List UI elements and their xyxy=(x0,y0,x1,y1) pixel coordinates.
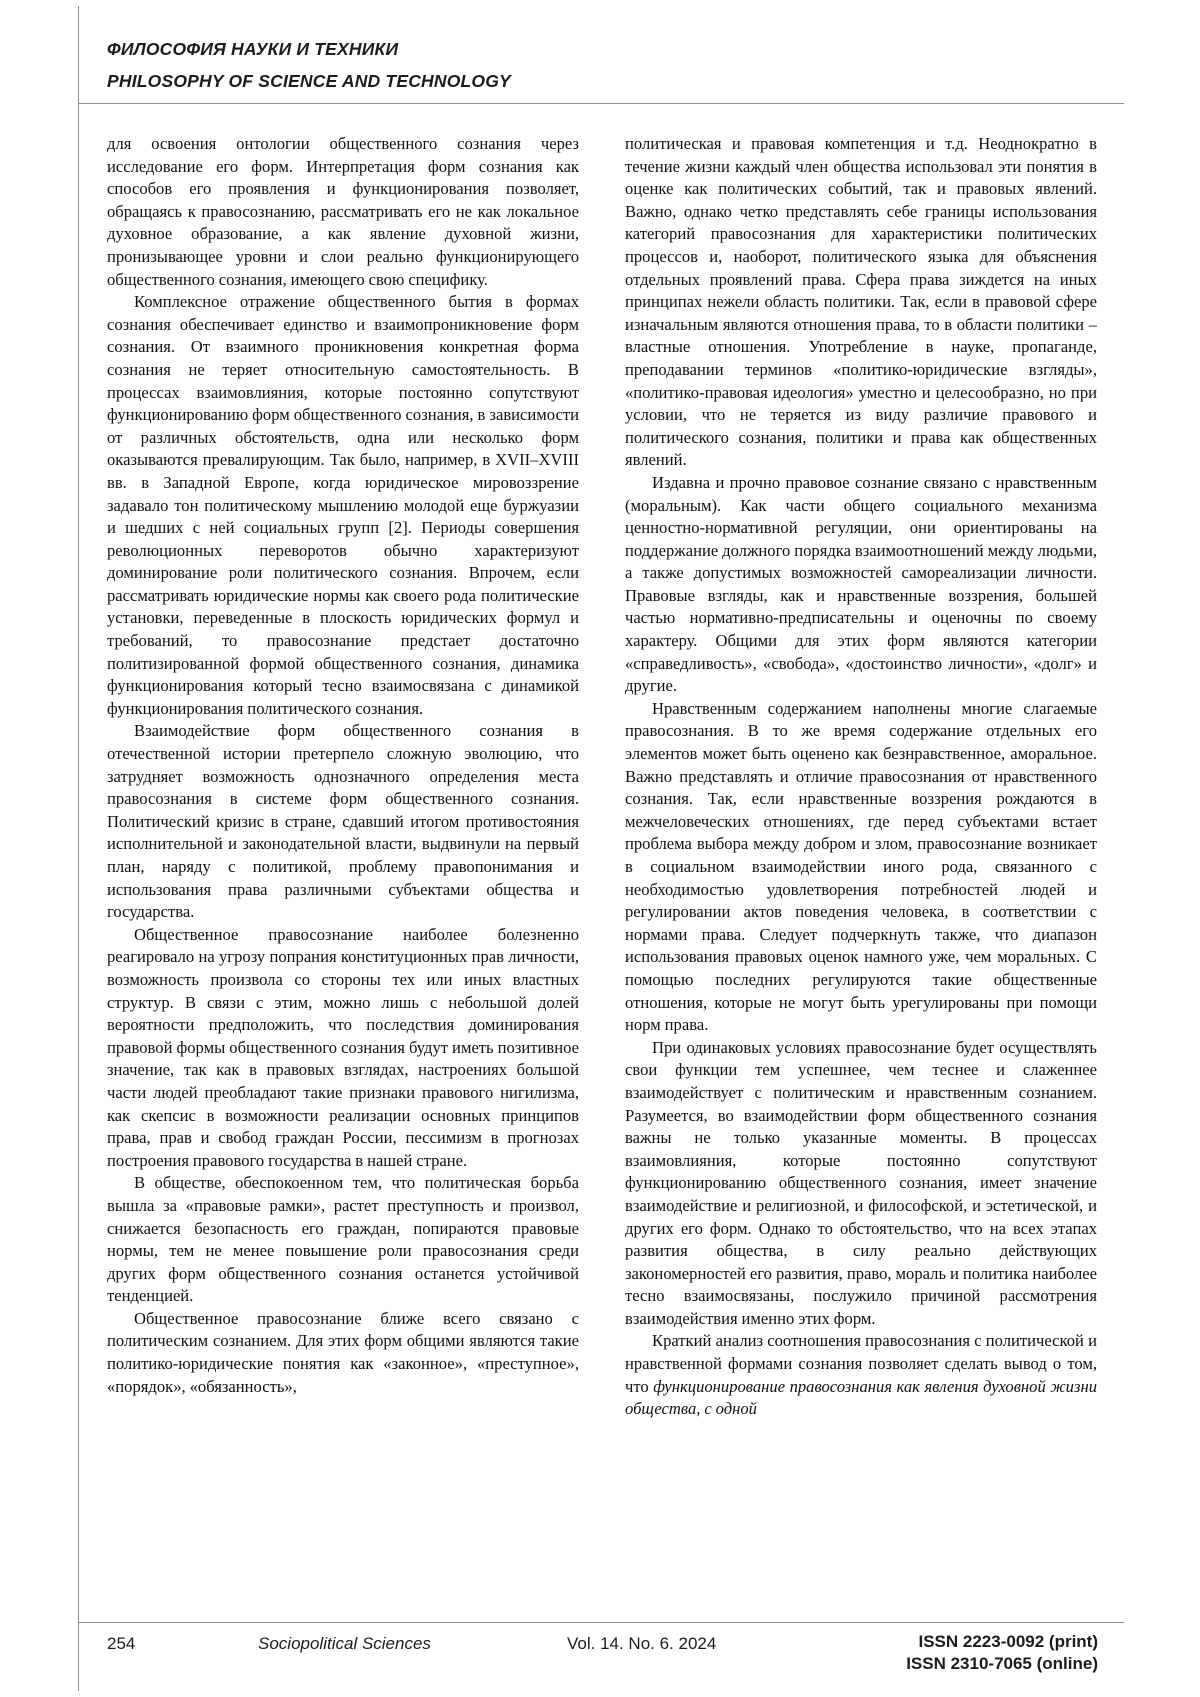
running-head-russian: ФИЛОСОФИЯ НАУКИ И ТЕХНИКИ xyxy=(107,39,399,59)
left-margin-rule xyxy=(78,6,79,1691)
paragraph: Взаимодействие форм общественного сознания в отечественной истории претерпело сложную эволюцию, что затрудняет возможность однозначного определения места правосознания в системе форм общественного сознания. Политический кризис в стране, сдавший итогом противостояния исполнительной и законодательной власти, выдвинули на первый план, наряду с политикой, проблему правопонимания и использования права различными субъектами общества и государства. xyxy=(107,721,579,922)
issn-block xyxy=(906,1631,1098,1675)
paragraph: для освоения онтологии общественного сознания через исследование его форм. Интерпретация форм сознания как способов его проявления и функционирования позволяет, обращаясь к правосознанию, рассматривать его не как локальное духовное образование, а как явление духовной жизни, пронизывающее уровни и слои реально функционирующего общественного сознания, имеющего свою специфику. xyxy=(107,134,579,289)
paragraph: Комплексное отражение общественного бытия в формах сознания обеспечивает единство и взаимопроникновение форм сознания. От взаимного проникновения конкретная форма сознания не теряет относительную самостоятельность. В процессах взаимовлияния, которые постоянно сопутствуют функционированию форм общественного сознания, в зависимости от различных обстоятельств, одна или несколько форм оказываются превалирующим. Так было, например, в XVII–XVIII вв. в Западной Европе, когда юридическое мировоззрение задавало тон политическому мышлению молодой еще буржуазии и шедших с ней социальных групп [2]. Периоды совершения революционных переворотов обычно характеризуют доминирование роли политического сознания. Впрочем, если рассматривать юридические нормы как своего рода политические установки, переведенные в плоскость юридических формул и требований, то правосознание предстает достаточно политизированной формой общественного сознания, динамика функционирования который тесно взаимосвязана с динамикой функционирования политического сознания. xyxy=(107,292,579,718)
paragraph xyxy=(625,1330,1097,1420)
volume-issue-year: Vol. 14. No. 6. 2024 xyxy=(567,1634,717,1653)
column-right xyxy=(625,133,1097,1617)
header-rule xyxy=(78,103,1124,104)
paragraph: Общественное правосознание ближе всего связано с политическим сознанием. Для этих форм общими являются такие политико-юридические понятия как «законное», «преступное», «порядок», «обязанность», xyxy=(107,1308,579,1396)
page-number: 254 xyxy=(107,1634,136,1653)
paragraph: Общественное правосознание наиболее болезненно реагировало на угрозу попрания конституционных прав личности, возможность произвола со стороны тех или иных властных структур. В связи с этим, можно лишь с небольшой долей вероятности предположить, что последствия доминирования правовой формы общественного сознания будут иметь позитивное значение, так как в правовых взглядах, настроениях большой части людей преобладают такие признаки правового нигилизма, как скепсис в возможности реализации основных принципов права, прав и свобод граждан России, пессимизм в прогнозах построения правового государства в нашей стране. xyxy=(107,924,579,1170)
running-head-english: PHILOSOPHY OF SCIENCE AND TECHNOLOGY xyxy=(107,71,511,91)
journal-name: Sociopolitical Sciences xyxy=(258,1634,431,1653)
paragraph: Нравственным содержанием наполнены многие слагаемые правосознания. В то же время содержание отдельных его элементов может быть оценено как безнравственное, аморальное. Важно представлять и отличие правосознания от нравственного сознания. Так, если нравственные воззрения рождаются в межчеловеческих отношениях, где перед субъектами встает проблема выбора между добром и злом, правосознание возникает в социальном взаимодействии иного рода, связанного с необходимостью удовлетворения потребностей людей и регулировании актов поведения человека, в соответствии с нормами права. Следует подчеркнуть также, что диапазон использования правовых оценок намного уже, чем моральных. С помощью последних регулируются такие общественные отношения, которые не могут быть урегулированы при помощи норм права. xyxy=(625,698,1097,1035)
paragraph: Издавна и прочно правовое сознание связано с нравственным (моральным). Как части общего социального механизма ценностно-нормативной регуляции, они ориентированы на поддержание должного порядка взаимоотношений между людьми, а также допустимых возможностей самореализации личности. Правовые взгляды, как и нравственные воззрения, большей частью нормативно-предписательны и оценочны по своему характеру. Общими для этих форм являются категории «справедливость», «свобода», «достоинство личности», «долг» и другие. xyxy=(625,472,1097,696)
issn-print: ISSN 2223-0092 (print) xyxy=(918,1632,1098,1651)
paragraph: политическая и правовая компетенция и т.д. Неоднократно в течение жизни каждый член общества использовал эти понятия в оценке как политических событий, так и правовых явлений. Важно, однако четко представлять себе границы использования категорий правосознания для характеристики политических процессов и, наоборот, политического языка для объяснения отдельных проявлений права. Сфера права зиждется на иных принципах нежели область политики. Так, если в правовой сфере изначальным являются отношения права, то в области политики – властные отношения. Употребление в науке, пропаганде, преподавании терминов «политико-юридические взгляды», «политико-правовая идеология» уместно и целесообразно, но при условии, что не теряется из виду различие правового и политического сознания, политики и права как общественных явлений. xyxy=(625,134,1097,470)
column-left xyxy=(107,133,579,1617)
paragraph-text: Краткий анализ соотношения правосознания с политической и нравственной формами сознания позволяет сделать вывод о том, что xyxy=(625,1331,1097,1396)
paragraph-emphasis: функционирование правосознания как явления духовной жизни общества, с одной xyxy=(625,1376,1097,1419)
paragraph: В обществе, обеспокоенном тем, что политическая борьба вышла за «правовые рамки», растет преступность и произвол, снижается безопасность его граждан, попираются правовые нормы, тем не менее повышение роли правосознания среди других форм общественного сознания останется устойчивой тенденцией. xyxy=(107,1173,579,1306)
article-body xyxy=(107,133,1097,1617)
issn-online: ISSN 2310-7065 (online) xyxy=(906,1654,1098,1673)
running-head xyxy=(107,33,511,97)
paragraph: При одинаковых условиях правосознание будет осуществлять свои функции тем успешнее, чем теснее и слаженнее взаимодействует с политическим и нравственным сознанием. Разумеется, во взаимодействии форм общественного сознания важны не только указанные моменты. В процессах взаимовлияния, которые постоянно сопутствуют функционированию общественного сознания, имеет значение взаимодействие и религиозной, и философской, и эстетической, и других его форм. Однако то обстоятельство, что на всех этапах развития общества, в силу реально действующих закономерностей его развития, право, мораль и политика наиболее тесно взаимосвязаны, послужило причиной рассмотрения взаимодействия именно этих форм. xyxy=(625,1037,1097,1328)
footer-rule xyxy=(78,1622,1124,1623)
